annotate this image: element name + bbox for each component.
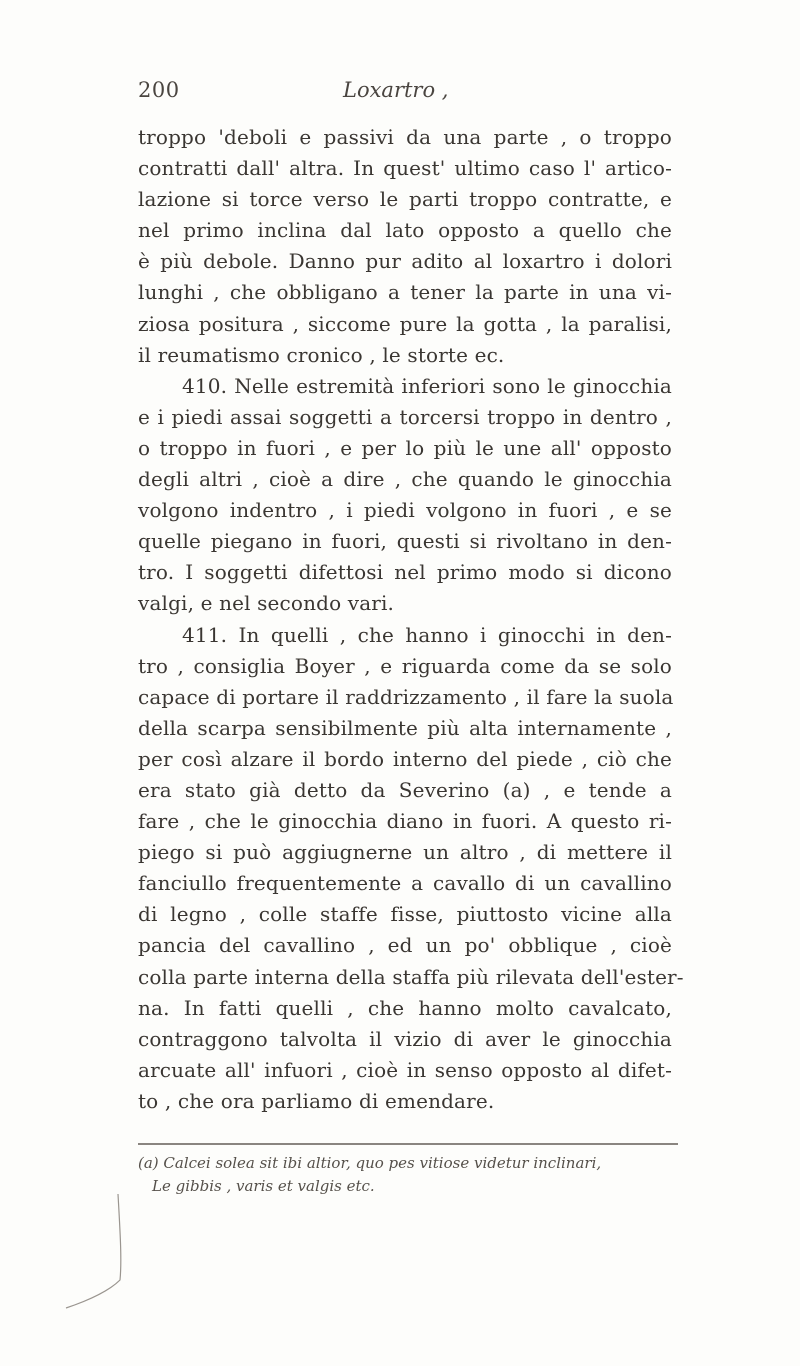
text-line: per così alzare il bordo interno del piede , ciò che (138, 746, 672, 771)
text-line: na. In fatti quelli , che hanno molto cavalcato, (138, 995, 672, 1020)
text-line: colla parte interna della staffa più rilevata dell'ester- (138, 964, 684, 989)
text-line: lazione si torce verso le parti troppo contratte, e (138, 187, 672, 212)
text-line: fanciullo frequentemente a cavallo di un cavallino (138, 871, 672, 896)
text-line: arcuate all' infuori , cioè in senso opposto al difet- (138, 1057, 672, 1082)
text-line: è più debole. Danno pur adito al loxartro i dolori (138, 249, 672, 274)
footnotes (138, 1152, 778, 1198)
text-line: nel primo inclina dal lato opposto a quello che (138, 218, 672, 243)
text-line: valgi, e nel secondo vari. (138, 591, 395, 616)
text-line: piego si può aggiugnerne un altro , di mettere il (138, 840, 672, 865)
text-line: degli altri , cioè a dire , che quando le ginocchia (138, 467, 672, 492)
text-line: lunghi , che obbligano a tener la parte in una vi- (138, 280, 672, 305)
text-line: troppo 'deboli e passivi da una parte , o troppo (138, 125, 672, 149)
paragraph-410-start: 410. Nelle estremità inferiori sono le ginocchia (182, 373, 672, 398)
text-line: era stato già detto da Severino (a) , e tende a (138, 777, 672, 802)
text-line: contratti dall' altra. In quest' ultimo caso l' artico- (138, 156, 672, 181)
text-line: di legno , colle staffe fisse, piuttosto vicine alla (138, 902, 672, 927)
text-line: o troppo in fuori , e per lo più le une all' opposto (138, 435, 672, 460)
paragraph-411-start: 411. In quelli , che hanno i ginocchi in den- (182, 622, 672, 647)
footnote-divider (138, 1143, 678, 1145)
text-line: della scarpa sensibilmente più alta internamente , (138, 715, 672, 740)
text-line: capace di portare il raddrizzamento , il fare la suola (138, 684, 674, 709)
running-head: Loxartro , (343, 78, 449, 102)
text-line: tro , consiglia Boyer , e riguarda come da se solo (138, 653, 672, 678)
text-line: quelle piegano in fuori, questi si rivoltano in den- (138, 529, 672, 554)
text-line: ziosa positura , siccome pure la gotta , la paralisi, (138, 311, 672, 336)
text-line: tro. I soggetti difettosi nel primo modo si dicono (138, 560, 672, 585)
body-text (138, 122, 684, 1117)
text-line: volgono indentro , i piedi volgono in fuori , e se (138, 498, 672, 523)
text-line: contraggono talvolta il vizio di aver le ginocchia (138, 1026, 672, 1051)
text-line: fare , che le ginocchia diano in fuori. A questo ri- (138, 809, 672, 834)
pencil-mark (60, 1190, 130, 1310)
page-header (138, 78, 678, 108)
text-line: to , che ora parliamo di emendare. (138, 1088, 495, 1113)
footnote-a: (a) Calcei solea sit ibi altior, quo pes vitiose videtur inclinari, (138, 1154, 602, 1172)
text-line: pancia del cavallino , ed un po' obblique , cioè (138, 933, 672, 958)
footnote-continuation: Le gibbis , varis et valgis etc. (152, 1177, 375, 1195)
page-number: 200 (138, 78, 180, 102)
text-line: e i piedi assai soggetti a torcersi troppo in dentro , (138, 404, 672, 429)
text-line: il reumatismo cronico , le storte ec. (138, 342, 505, 367)
